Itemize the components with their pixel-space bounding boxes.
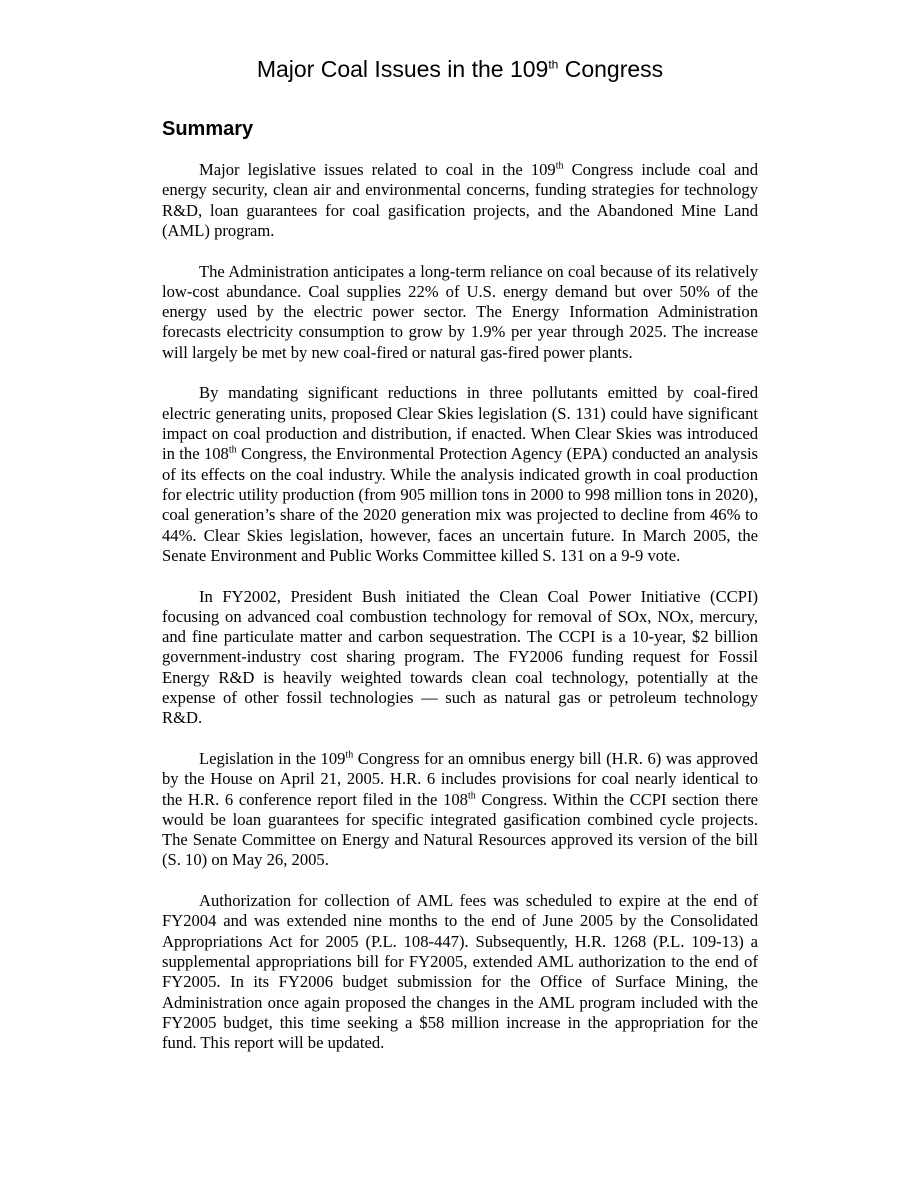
paragraph-1 <box>162 160 758 241</box>
paragraph-3-text-b: Congress, the Environmental Protection Agency (EPA) conducted an analysis of its effects on the coal industry. While the analysis indicated growth in coal production for electric utility production (from 905 million tons in 2000 to 998 million tons in 2020), coal generation’s share of the 2020 generation mix was projected to decline from 46% to 44%. Clear Skies legislation, however, faces an uncertain future. In March 2005, the Senate Environment and Public Works Committee killed S. 131 on a 9-9 vote. <box>162 444 759 565</box>
paragraph-3-superscript: th <box>228 444 237 456</box>
paragraph-4: In FY2002, President Bush initiated the Clean Coal Power Initiative (CCPI) focusing on advanced coal combustion technology for removal of SOx, NOx, mercury, and fine particulate matter and carbon sequestration. The CCPI is a 10-year, $2 billion government-industry cost sharing program. The FY2006 funding request for Fossil Energy R&D is heavily weighted towards clean coal technology, potentially at the expense of other fossil technologies — such as natural gas or petroleum technology R&D. <box>162 586 758 728</box>
paragraph-3-text-a: By mandating significant reductions in three pollutants emitted by coal-fired electric generating units, proposed Clear Skies legislation (S. 131) could have significant impact on coal production and distribution, if enacted. When Clear Skies was introduced in the 108 <box>162 383 758 464</box>
paragraph-3 <box>162 383 758 566</box>
page-title <box>162 48 758 84</box>
paragraph-1-superscript: th <box>555 160 564 172</box>
paragraph-5-text-c: Congress. Within the CCPI section there would be loan guarantees for specific integrated gasification combined cycle projects. The Senate Committee on Energy and Natural Resources approved its version of the bill (S. 10) on May 26, 2005. <box>162 789 758 870</box>
paragraph-5-superscript-2: th <box>467 790 476 802</box>
paragraph-1-text-b: Congress include coal and energy security, clean air and environmental concerns, funding strategies for technology R&D, loan guarantees for coal gasification projects, and the Abandoned Mine Land (AML) program. <box>162 160 759 240</box>
title-prefix: Major Coal Issues in the 109 <box>256 56 549 82</box>
paragraph-6: Authorization for collection of AML fees was scheduled to expire at the end of FY2004 and was extended nine months to the end of June 2005 by the Consolidated Appropriations Act for 2005 (P.L. 108-447). Subsequently, H.R. 1268 (P.L. 109-13) a supplemental appropriations bill for FY2005, extended AML authorization to the end of FY2005. In its FY2006 budget submission for the Office of Surface Mining, the Administration once again proposed the changes in the AML program included with the FY2005 budget, this time seeking a $58 million increase in the appropriation for the fund. This report will be updated. <box>162 891 758 1053</box>
paragraph-5-text-b: Congress for an omnibus energy bill (H.R. 6) was approved by the House on April 21, 2005. H.R. 6 includes provisions for coal nearly identical to the H.R. 6 conference report filed in the 108 <box>162 748 759 809</box>
paragraph-2: The Administration anticipates a long-term reliance on coal because of its relatively low-cost abundance. Coal supplies 22% of U.S. energy demand but over 50% of the energy used by the electric power sector. The Energy Information Administration forecasts electricity consumption to grow by 1.9% per year through 2025. The increase will largely be met by new coal-fired or natural gas-fired power plants. <box>162 261 758 362</box>
paragraph-5-superscript-1: th <box>345 749 354 761</box>
title-superscript: th <box>548 57 559 72</box>
title-suffix: Congress <box>558 56 664 82</box>
summary-heading: Summary <box>162 118 254 140</box>
paragraph-5 <box>162 749 758 871</box>
document-page <box>162 48 758 1074</box>
paragraph-5-text-a: Legislation in the 109 <box>199 748 346 768</box>
paragraph-1-text-a: Major legislative issues related to coal in the 109 <box>199 160 556 179</box>
